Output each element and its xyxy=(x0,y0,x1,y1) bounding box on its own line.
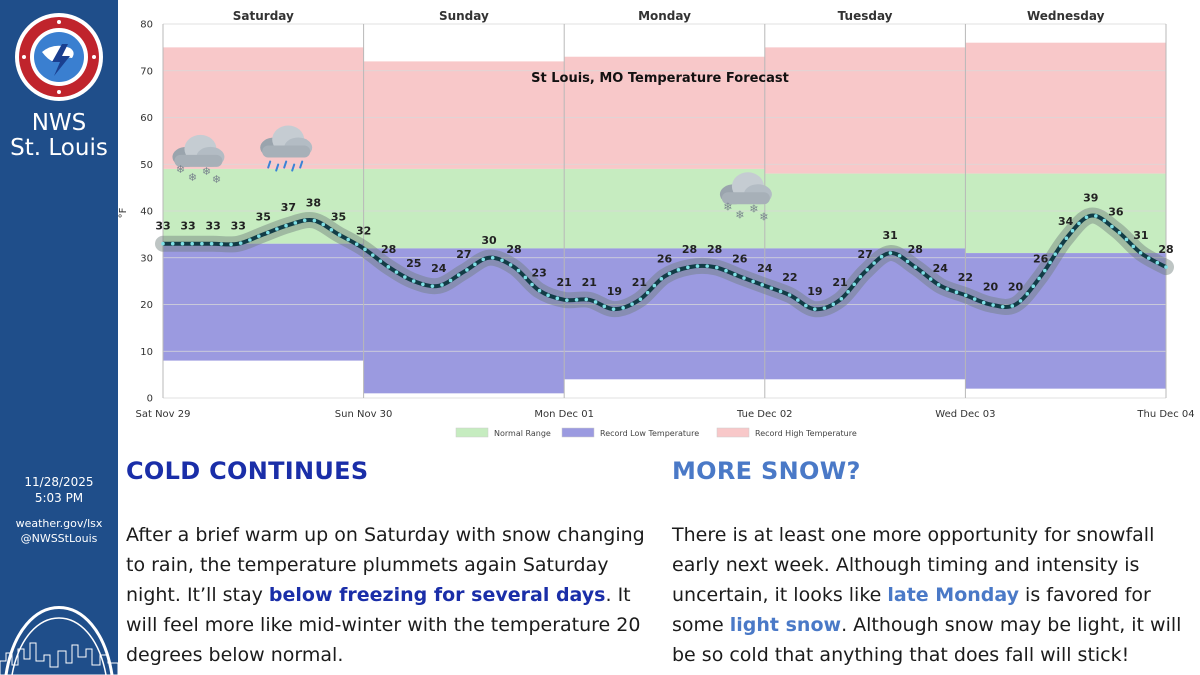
temperature-point xyxy=(1156,261,1160,265)
record-low-band xyxy=(163,244,364,361)
temperature-label: 28 xyxy=(506,243,522,257)
temperature-label: 39 xyxy=(1083,191,1099,205)
sidebar xyxy=(0,0,118,675)
temperature-label: 32 xyxy=(355,224,372,238)
temperature-label: 20 xyxy=(982,280,999,294)
temperature-point xyxy=(500,259,504,263)
temperature-point xyxy=(937,283,941,287)
temperature-label: 21 xyxy=(832,275,848,289)
temperature-point xyxy=(653,284,657,288)
temperature-label: 26 xyxy=(732,252,748,266)
nws-logo-icon xyxy=(14,12,104,102)
temperature-point xyxy=(379,259,383,263)
temperature-point xyxy=(200,242,204,246)
temperature-label: 28 xyxy=(706,243,723,257)
temperature-forecast-chart xyxy=(118,0,1200,450)
temperature-point xyxy=(1071,229,1075,233)
day-label: Tuesday xyxy=(837,9,893,23)
office-name xyxy=(0,111,118,161)
x-tick-label: Sun Nov 30 xyxy=(334,409,393,420)
temperature-point xyxy=(294,221,298,225)
temperature-point xyxy=(181,242,185,246)
left-panel-body xyxy=(126,520,646,670)
temperature-point xyxy=(630,302,634,306)
temperature-label: 24 xyxy=(932,261,948,275)
temperature-point xyxy=(530,283,534,287)
temperature-point xyxy=(602,305,606,309)
temperature-point xyxy=(859,275,863,279)
temperature-point xyxy=(346,238,350,242)
temperature-point xyxy=(639,297,643,301)
temperature-point xyxy=(220,242,224,246)
temperature-point xyxy=(1031,284,1035,288)
temperature-point xyxy=(804,304,808,308)
temperature-point xyxy=(284,224,288,228)
svg-text:❄: ❄ xyxy=(723,200,733,214)
temperature-label: 19 xyxy=(606,285,623,299)
svg-text:❄: ❄ xyxy=(735,208,745,222)
temperature-point xyxy=(742,276,746,280)
legend-swatch xyxy=(717,428,749,437)
temperature-point xyxy=(872,261,876,265)
left-text-2: . It will feel more like mid-winter with the temperature 20 degrees below normal. xyxy=(126,584,641,666)
temperature-point xyxy=(517,269,521,273)
temperature-point xyxy=(303,219,307,223)
left-text-1: After a brief warm up on Saturday with snow changing to rain, the temperature plummets again Saturday night. It’ll stay xyxy=(126,524,645,606)
svg-text:❄: ❄ xyxy=(201,164,212,178)
temperature-point xyxy=(1110,225,1114,229)
temperature-point xyxy=(1118,231,1122,235)
temperature-point xyxy=(524,276,528,280)
temperature-point xyxy=(865,268,869,272)
temperature-point xyxy=(898,254,902,258)
office-name-line1: NWS xyxy=(31,110,87,136)
temperature-point xyxy=(363,248,367,252)
temperature-label: 28 xyxy=(907,243,923,257)
temperature-point xyxy=(210,242,214,246)
y-tick-label: 20 xyxy=(140,300,153,311)
temperature-point xyxy=(921,271,925,275)
temperature-point xyxy=(594,300,598,304)
legend-swatch xyxy=(456,428,488,437)
temperature-label: 38 xyxy=(305,196,322,210)
temperature-point xyxy=(612,307,616,311)
temperature-label: 24 xyxy=(431,261,447,275)
right-text-3: . Although snow may be light, it will be so cold that anything that does fall will stick! xyxy=(672,614,1182,666)
temperature-point xyxy=(355,242,359,246)
svg-text:❄: ❄ xyxy=(211,172,222,186)
temperature-point xyxy=(1164,265,1168,269)
temperature-point xyxy=(779,290,783,294)
gateway-arch-skyline-icon xyxy=(0,565,118,675)
temperature-label: 28 xyxy=(381,243,397,257)
temperature-point xyxy=(313,219,317,223)
right-panel-title: MORE SNOW? xyxy=(672,457,861,485)
normal-range-band xyxy=(364,169,565,248)
temperature-point xyxy=(1053,252,1057,256)
temperature-point xyxy=(481,258,485,262)
temperature-point xyxy=(161,242,165,246)
temperature-label: 27 xyxy=(857,247,873,261)
temperature-point xyxy=(846,290,850,294)
temperature-label: 22 xyxy=(957,271,974,285)
temperature-label: 31 xyxy=(1133,229,1149,243)
temperature-point xyxy=(696,264,700,268)
temperature-point xyxy=(991,303,995,307)
record-high-band xyxy=(965,43,1166,174)
temperature-point xyxy=(1077,222,1081,226)
temperature-label: 36 xyxy=(1108,205,1124,219)
temperature-point xyxy=(813,307,817,311)
temperature-point xyxy=(660,277,664,281)
temperature-point xyxy=(386,265,390,269)
temperature-point xyxy=(840,297,844,301)
temperature-point xyxy=(964,293,968,297)
temperature-label: 35 xyxy=(255,210,271,224)
x-tick-label: Mon Dec 01 xyxy=(534,409,594,420)
temperature-point xyxy=(248,238,252,242)
temperature-point xyxy=(646,291,650,295)
temperature-point xyxy=(465,268,469,272)
temperature-label: 21 xyxy=(631,275,648,289)
temperature-label: 25 xyxy=(406,257,422,271)
record-low-band xyxy=(965,253,1166,389)
temperature-point xyxy=(266,231,270,235)
temperature-point xyxy=(395,270,399,274)
temperature-point xyxy=(556,297,560,301)
temperature-label: 19 xyxy=(807,285,823,299)
issue-date: 11/28/2025 xyxy=(24,475,94,489)
temperature-label: 34 xyxy=(1058,215,1074,229)
temperature-label: 26 xyxy=(1032,252,1049,266)
temperature-point xyxy=(1132,245,1136,249)
temperature-point xyxy=(190,242,194,246)
temperature-point xyxy=(330,228,334,232)
temperature-label: 33 xyxy=(230,219,246,233)
temperature-point xyxy=(1048,261,1052,265)
day-label: Sunday xyxy=(438,9,489,23)
temperature-point xyxy=(929,277,933,281)
temperature-point xyxy=(621,306,625,310)
y-tick-label: 40 xyxy=(140,206,153,218)
x-tick-label: Thu Dec 04 xyxy=(1137,409,1195,420)
temperature-point xyxy=(239,241,243,245)
temperature-point xyxy=(321,223,325,227)
svg-text:❄: ❄ xyxy=(759,210,769,224)
website-link[interactable]: weather.gov/lsx xyxy=(15,517,103,530)
legend xyxy=(456,428,857,438)
temperature-point xyxy=(982,301,986,305)
legend-label: Record Low Temperature xyxy=(600,429,700,438)
y-tick-label: 30 xyxy=(140,253,153,265)
issue-datetime xyxy=(0,474,118,506)
temperature-point xyxy=(473,263,477,267)
temperature-point xyxy=(431,284,435,288)
temperature-point xyxy=(275,227,279,231)
temperature-point xyxy=(412,279,416,283)
temperature-point xyxy=(973,297,977,301)
temperature-label: 28 xyxy=(1158,243,1174,257)
temperature-label: 33 xyxy=(155,219,171,233)
temperature-label: 31 xyxy=(882,229,898,243)
temperature-point xyxy=(565,298,569,302)
social-handle[interactable]: @NWSStLouis xyxy=(20,532,98,545)
temperature-point xyxy=(403,275,407,279)
temperature-point xyxy=(770,286,774,290)
temperature-point xyxy=(914,265,918,269)
temperature-point xyxy=(832,302,836,306)
y-tick-label: 60 xyxy=(140,113,153,124)
temperature-point xyxy=(1094,214,1098,218)
temperature-point xyxy=(1037,277,1041,281)
temperature-point xyxy=(1147,256,1151,260)
y-tick-label: 50 xyxy=(140,159,153,171)
temperature-point xyxy=(1025,292,1029,296)
day-label: Monday xyxy=(638,9,691,23)
temperature-point xyxy=(823,306,827,310)
temperature-label: 27 xyxy=(456,247,472,261)
temperature-label: 33 xyxy=(205,219,221,233)
temperature-point xyxy=(421,283,425,287)
temperature-point xyxy=(955,290,959,294)
office-name-line2: St. Louis xyxy=(10,135,108,161)
temperature-point xyxy=(1010,304,1014,308)
temperature-label: 37 xyxy=(280,201,297,215)
chart-title: St Louis, MO Temperature Forecast xyxy=(531,71,789,86)
legend-label: Normal Range xyxy=(494,429,551,438)
temperature-point xyxy=(796,298,800,302)
temperature-point xyxy=(751,280,755,284)
temperature-point xyxy=(1019,299,1023,303)
temperature-point xyxy=(1001,305,1005,309)
x-tick-label: Wed Dec 03 xyxy=(935,409,996,420)
temperature-point xyxy=(1085,216,1089,220)
y-tick-label: 0 xyxy=(146,393,153,405)
x-tick-label: Tue Dec 02 xyxy=(737,409,793,420)
temperature-point xyxy=(1059,244,1063,248)
record-high-band xyxy=(765,47,966,173)
issue-time: 5:03 PM xyxy=(34,491,84,505)
temperature-point xyxy=(945,287,949,291)
temperature-label: 24 xyxy=(757,261,773,275)
temperature-label: 33 xyxy=(180,219,196,233)
temperature-point xyxy=(1103,219,1107,223)
temperature-label: 21 xyxy=(581,275,597,289)
right-highlight-light-snow: light snow xyxy=(729,614,842,636)
temperature-point xyxy=(724,269,728,273)
temperature-point xyxy=(760,283,764,287)
temperature-point xyxy=(852,282,856,286)
temperature-point xyxy=(509,263,513,267)
legend-swatch xyxy=(562,428,594,437)
temperature-label: 28 xyxy=(681,243,698,257)
temperature-point xyxy=(1065,236,1069,240)
contact-links xyxy=(0,516,118,546)
temperature-point xyxy=(338,233,342,237)
temperature-point xyxy=(457,273,461,277)
temperature-point xyxy=(546,293,550,297)
temperature-point xyxy=(686,266,690,270)
temperature-point xyxy=(677,268,681,272)
svg-text:❄: ❄ xyxy=(749,202,759,216)
temperature-label: 21 xyxy=(556,275,572,289)
temperature-point xyxy=(440,283,444,287)
y-axis-label: °F xyxy=(118,207,129,219)
temperature-label: 23 xyxy=(531,266,547,280)
temperature-label: 35 xyxy=(330,210,347,224)
temperature-point xyxy=(788,293,792,297)
temperature-point xyxy=(371,253,375,257)
day-label: Wednesday xyxy=(1026,9,1105,23)
temperature-point xyxy=(257,234,261,238)
y-tick-label: 80 xyxy=(140,19,153,31)
temperature-point xyxy=(229,243,233,247)
right-text-2: is favored for some xyxy=(672,584,1151,636)
svg-text:❄: ❄ xyxy=(187,170,198,184)
day-label: Saturday xyxy=(232,9,294,23)
temperature-point xyxy=(668,272,672,276)
temperature-label: 30 xyxy=(481,233,497,247)
temperature-point xyxy=(733,273,737,277)
temperature-point xyxy=(715,266,719,270)
temperature-point xyxy=(880,255,884,259)
temperature-point xyxy=(1125,238,1129,242)
temperature-point xyxy=(171,242,175,246)
temperature-point xyxy=(1043,269,1047,273)
y-tick-label: 70 xyxy=(140,66,153,78)
temperature-point xyxy=(449,279,453,283)
temperature-point xyxy=(575,298,579,302)
right-highlight-late-monday: late Monday xyxy=(887,584,1020,606)
legend-label: Record High Temperature xyxy=(755,429,857,438)
right-panel-body xyxy=(672,520,1192,670)
left-highlight-below-freezing: below freezing for several days xyxy=(268,584,606,606)
temperature-point xyxy=(889,251,893,255)
temperature-point xyxy=(705,264,709,268)
y-tick-label: 10 xyxy=(140,346,153,358)
temperature-label: 20 xyxy=(1007,280,1024,294)
temperature-point xyxy=(1139,251,1143,255)
temperature-label: 22 xyxy=(782,271,798,285)
x-tick-label: Sat Nov 29 xyxy=(135,409,191,420)
svg-text:❄: ❄ xyxy=(175,162,186,176)
temperature-point xyxy=(491,256,495,260)
right-text-1: There is at least one more opportunity for snowfall early next week. Although timing and intensity is uncertain, it looks like xyxy=(672,524,1155,606)
left-panel-title: COLD CONTINUES xyxy=(126,457,369,485)
temperature-point xyxy=(538,289,542,293)
temperature-label: 26 xyxy=(656,252,673,266)
temperature-point xyxy=(906,260,910,264)
temperature-point xyxy=(584,298,588,302)
